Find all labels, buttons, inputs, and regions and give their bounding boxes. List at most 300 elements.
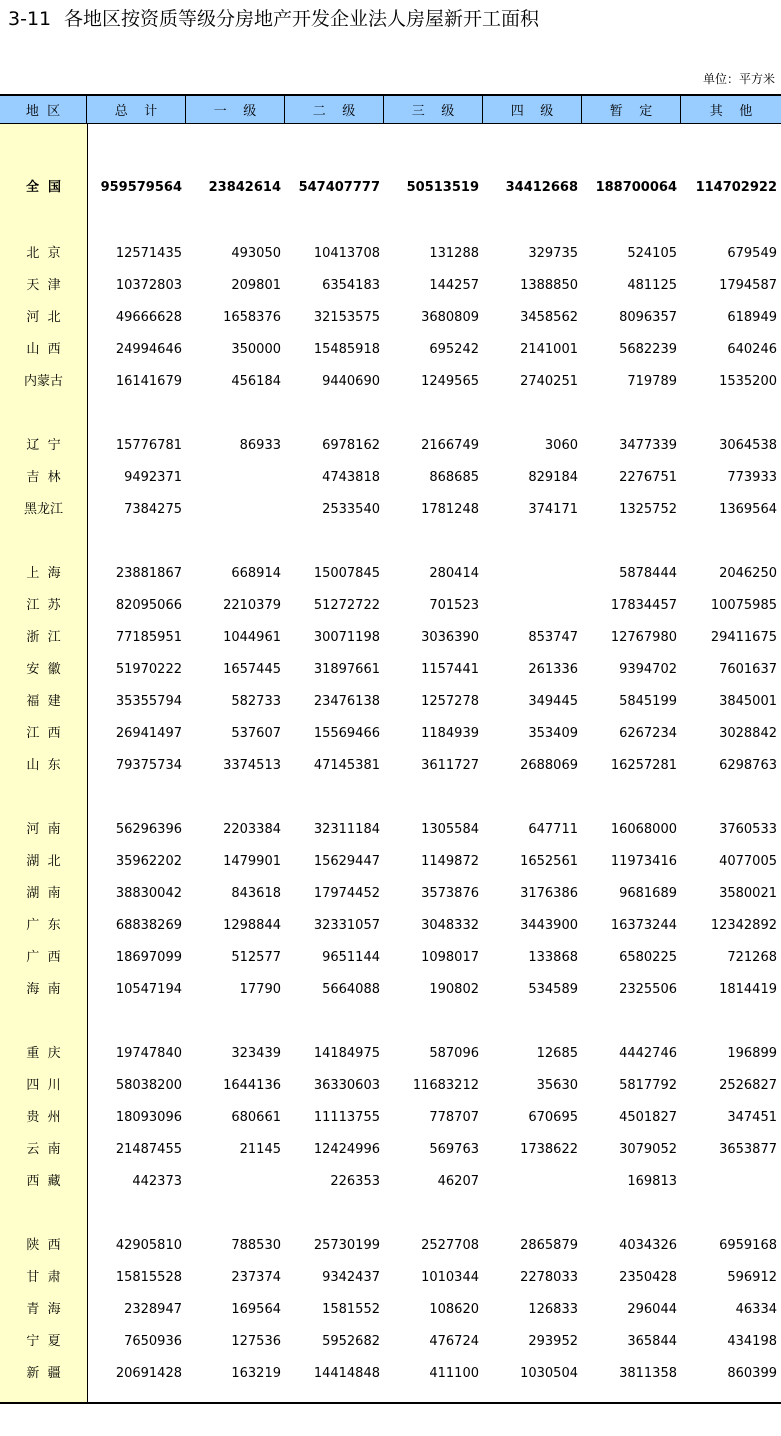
value-cell: 58038200	[115, 1078, 182, 1093]
value-cell: 209801	[231, 278, 281, 293]
value-cell: 3064538	[719, 438, 777, 453]
value-cell: 15776781	[115, 438, 182, 453]
value-cell: 4501827	[619, 1110, 677, 1125]
value-cell: 127536	[231, 1334, 281, 1349]
value-cell: 853747	[528, 630, 578, 645]
value-cell: 38830042	[115, 886, 182, 901]
table-row	[0, 338, 781, 362]
value-cell: 29411675	[710, 630, 777, 645]
value-cell: 11683212	[412, 1078, 479, 1093]
value-cell: 843618	[231, 886, 281, 901]
region-cell: 江 西	[26, 726, 61, 741]
region-cell: 天 津	[26, 278, 61, 293]
value-cell: 9342437	[322, 1270, 380, 1285]
value-cell: 293952	[528, 1334, 578, 1349]
value-cell: 2526827	[719, 1078, 777, 1093]
value-cell: 18697099	[115, 950, 182, 965]
value-cell: 1010344	[421, 1270, 479, 1285]
value-cell: 1652561	[520, 854, 578, 869]
value-cell: 77185951	[115, 630, 182, 645]
table-row	[0, 914, 781, 938]
value-cell: 3811358	[619, 1366, 677, 1381]
value-cell: 9492371	[124, 470, 182, 485]
table-header	[0, 94, 781, 124]
value-cell: 35355794	[115, 694, 182, 709]
value-cell: 1298844	[223, 918, 281, 933]
value-cell: 3443900	[520, 918, 578, 933]
value-cell: 7650936	[124, 1334, 182, 1349]
value-cell: 15629447	[313, 854, 380, 869]
header-cell: 其 他	[709, 104, 753, 119]
value-cell: 16068000	[610, 822, 677, 837]
value-cell: 280414	[429, 566, 479, 581]
value-cell: 1249565	[421, 374, 479, 389]
value-cell: 3060	[544, 438, 578, 453]
value-cell: 17790	[239, 982, 281, 997]
region-cell: 江 苏	[26, 598, 61, 613]
table-row	[0, 690, 781, 714]
value-cell: 3028842	[719, 726, 777, 741]
value-cell: 680661	[231, 1110, 281, 1125]
value-cell: 12685	[536, 1046, 578, 1061]
value-cell: 23881867	[115, 566, 182, 581]
value-cell: 524105	[627, 246, 677, 261]
value-cell: 481125	[627, 278, 677, 293]
value-cell: 32311184	[313, 822, 380, 837]
table-row	[0, 1298, 781, 1322]
table-row	[0, 882, 781, 906]
value-cell: 537607	[231, 726, 281, 741]
region-cell: 福 建	[26, 694, 61, 709]
value-cell: 9651144	[322, 950, 380, 965]
value-cell: 1814419	[719, 982, 777, 997]
value-cell: 51970222	[115, 662, 182, 677]
table-row	[0, 1362, 781, 1386]
value-cell: 3374513	[223, 758, 281, 773]
value-cell: 7384275	[124, 502, 182, 517]
value-cell: 31897661	[313, 662, 380, 677]
region-cell: 安 徽	[26, 662, 61, 677]
region-cell: 浙 江	[26, 630, 61, 645]
value-cell: 15815528	[115, 1270, 182, 1285]
value-cell: 24994646	[115, 342, 182, 357]
value-cell: 5817792	[619, 1078, 677, 1093]
value-cell: 1581552	[322, 1302, 380, 1317]
value-cell: 12424996	[313, 1142, 380, 1157]
value-cell: 434198	[727, 1334, 777, 1349]
region-cell: 云 南	[26, 1142, 61, 1157]
value-cell: 47145381	[313, 758, 380, 773]
value-cell: 79375734	[115, 758, 182, 773]
value-cell: 695242	[429, 342, 479, 357]
table-row	[0, 466, 781, 490]
region-cell: 重 庆	[26, 1046, 61, 1061]
region-cell: 新 疆	[26, 1366, 61, 1381]
value-cell: 1184939	[421, 726, 479, 741]
value-cell: 114702922	[695, 180, 777, 195]
value-cell: 17834457	[610, 598, 677, 613]
value-cell: 12571435	[115, 246, 182, 261]
value-cell: 6354183	[322, 278, 380, 293]
table-row	[0, 434, 781, 458]
region-cell: 贵 州	[26, 1110, 61, 1125]
value-cell: 3036390	[421, 630, 479, 645]
value-cell: 582733	[231, 694, 281, 709]
region-cell: 河 北	[26, 310, 61, 325]
value-cell: 4034326	[619, 1238, 677, 1253]
value-cell: 4743818	[322, 470, 380, 485]
value-cell: 169813	[627, 1174, 677, 1189]
header-cell: 地 区	[0, 96, 87, 123]
value-cell: 35630	[536, 1078, 578, 1093]
value-cell: 534589	[528, 982, 578, 997]
value-cell: 721268	[727, 950, 777, 965]
value-cell: 2328947	[124, 1302, 182, 1317]
value-cell: 2325506	[619, 982, 677, 997]
value-cell: 12342892	[710, 918, 777, 933]
value-cell: 14414848	[313, 1366, 380, 1381]
table-row	[0, 1074, 781, 1098]
value-cell: 329735	[528, 246, 578, 261]
value-cell: 34412668	[505, 180, 578, 195]
header-cell: 三 级	[384, 96, 483, 123]
value-cell: 3458562	[520, 310, 578, 325]
value-cell: 16141679	[115, 374, 182, 389]
table-row	[0, 370, 781, 394]
value-cell: 829184	[528, 470, 578, 485]
value-cell: 2166749	[421, 438, 479, 453]
value-cell: 108620	[429, 1302, 479, 1317]
page-title	[8, 4, 539, 34]
value-cell: 2527708	[421, 1238, 479, 1253]
value-cell: 23476138	[313, 694, 380, 709]
value-cell: 196899	[727, 1046, 777, 1061]
value-cell: 131288	[429, 246, 479, 261]
value-cell: 1738622	[520, 1142, 578, 1157]
value-cell: 10413708	[313, 246, 380, 261]
value-cell: 788530	[231, 1238, 281, 1253]
value-cell: 5664088	[322, 982, 380, 997]
header-cell: 一 级	[186, 96, 285, 123]
value-cell: 670695	[528, 1110, 578, 1125]
value-cell: 8096357	[619, 310, 677, 325]
value-cell: 2276751	[619, 470, 677, 485]
value-cell: 50513519	[406, 180, 479, 195]
data-table	[0, 94, 781, 1404]
value-cell: 36330603	[313, 1078, 380, 1093]
value-cell: 587096	[429, 1046, 479, 1061]
value-cell: 14184975	[313, 1046, 380, 1061]
value-cell: 2278033	[520, 1270, 578, 1285]
value-cell: 133868	[528, 950, 578, 965]
value-cell: 226353	[330, 1174, 380, 1189]
value-cell: 1044961	[223, 630, 281, 645]
value-cell: 2740251	[520, 374, 578, 389]
region-cell: 湖 北	[26, 854, 61, 869]
value-cell: 719789	[627, 374, 677, 389]
value-cell: 51272722	[313, 598, 380, 613]
value-cell: 512577	[231, 950, 281, 965]
region-cell: 辽 宁	[26, 438, 61, 453]
region-cell: 黑龙江	[23, 502, 63, 517]
value-cell: 56296396	[115, 822, 182, 837]
region-cell: 宁 夏	[26, 1334, 61, 1349]
value-cell: 640246	[727, 342, 777, 357]
value-cell: 296044	[627, 1302, 677, 1317]
value-cell: 1149872	[421, 854, 479, 869]
region-cell: 四 川	[26, 1078, 61, 1093]
value-cell: 773933	[727, 470, 777, 485]
value-cell: 86933	[239, 438, 281, 453]
region-cell: 吉 林	[26, 470, 61, 485]
value-cell: 6580225	[619, 950, 677, 965]
region-cell: 青 海	[26, 1302, 61, 1317]
table-row	[0, 1042, 781, 1066]
value-cell: 10372803	[115, 278, 182, 293]
value-cell: 11973416	[610, 854, 677, 869]
value-cell: 5845199	[619, 694, 677, 709]
table-row	[0, 176, 781, 200]
value-cell: 596912	[727, 1270, 777, 1285]
value-cell: 374171	[528, 502, 578, 517]
header-cell: 二 级	[285, 96, 384, 123]
value-cell: 1030504	[520, 1366, 578, 1381]
value-cell: 6298763	[719, 758, 777, 773]
value-cell: 4442746	[619, 1046, 677, 1061]
value-cell: 17974452	[313, 886, 380, 901]
value-cell: 2210379	[223, 598, 281, 613]
value-cell	[681, 1170, 781, 1194]
table-row	[0, 498, 781, 522]
table-row	[0, 978, 781, 1002]
value-cell: 10547194	[115, 982, 182, 997]
value-cell: 163219	[231, 1366, 281, 1381]
value-cell	[483, 1170, 582, 1194]
value-cell	[186, 498, 285, 522]
value-cell: 3680809	[421, 310, 479, 325]
table-row	[0, 1330, 781, 1354]
region-cell: 山 东	[26, 758, 61, 773]
value-cell: 82095066	[115, 598, 182, 613]
region-cell: 全 国	[25, 180, 62, 195]
value-cell: 32153575	[313, 310, 380, 325]
value-cell: 959579564	[100, 180, 182, 195]
table-row	[0, 1170, 781, 1194]
region-cell: 北 京	[26, 246, 61, 261]
region-cell: 内蒙古	[23, 374, 63, 389]
table-row	[0, 850, 781, 874]
value-cell: 2203384	[223, 822, 281, 837]
value-cell: 3176386	[520, 886, 578, 901]
table-row	[0, 754, 781, 778]
table-row	[0, 946, 781, 970]
value-cell: 2533540	[322, 502, 380, 517]
value-cell: 3079052	[619, 1142, 677, 1157]
header-cell: 总 计	[87, 96, 186, 123]
value-cell: 9440690	[322, 374, 380, 389]
value-cell: 569763	[429, 1142, 479, 1157]
region-cell: 湖 南	[26, 886, 61, 901]
value-cell: 618949	[727, 310, 777, 325]
value-cell: 2865879	[520, 1238, 578, 1253]
value-cell: 1257278	[421, 694, 479, 709]
value-cell: 18093096	[115, 1110, 182, 1125]
value-cell: 3580021	[719, 886, 777, 901]
value-cell: 1305584	[421, 822, 479, 837]
region-cell: 甘 肃	[26, 1270, 61, 1285]
value-cell: 23842614	[208, 180, 281, 195]
value-cell: 68838269	[115, 918, 182, 933]
value-cell: 6978162	[322, 438, 380, 453]
value-cell: 3573876	[421, 886, 479, 901]
value-cell: 237374	[231, 1270, 281, 1285]
value-cell: 11113755	[313, 1110, 380, 1125]
value-cell: 1369564	[719, 502, 777, 517]
value-cell: 860399	[727, 1366, 777, 1381]
value-cell: 476724	[429, 1334, 479, 1349]
value-cell: 5952682	[322, 1334, 380, 1349]
unit-label: 单位：平方米	[702, 72, 775, 86]
value-cell: 126833	[528, 1302, 578, 1317]
table-row	[0, 242, 781, 266]
value-cell: 1535200	[719, 374, 777, 389]
value-cell: 347451	[727, 1110, 777, 1125]
value-cell: 2046250	[719, 566, 777, 581]
table-row	[0, 818, 781, 842]
value-cell: 3477339	[619, 438, 677, 453]
value-cell: 350000	[231, 342, 281, 357]
value-cell: 42905810	[115, 1238, 182, 1253]
table-row	[0, 1266, 781, 1290]
value-cell: 6267234	[619, 726, 677, 741]
value-cell: 2141001	[520, 342, 578, 357]
region-cell: 山 西	[26, 342, 61, 357]
value-cell: 1658376	[223, 310, 281, 325]
table-row	[0, 594, 781, 618]
value-cell: 5878444	[619, 566, 677, 581]
value-cell: 3760533	[719, 822, 777, 837]
value-cell: 46334	[735, 1302, 777, 1317]
value-cell: 16373244	[610, 918, 677, 933]
table-row	[0, 1138, 781, 1162]
region-cell: 陕 西	[26, 1238, 61, 1253]
table-row	[0, 562, 781, 586]
value-cell: 1644136	[223, 1078, 281, 1093]
table-row	[0, 1234, 781, 1258]
value-cell: 21487455	[115, 1142, 182, 1157]
region-cell: 广 西	[26, 950, 61, 965]
value-cell: 15569466	[313, 726, 380, 741]
value-cell: 1325752	[619, 502, 677, 517]
value-cell: 3653877	[719, 1142, 777, 1157]
value-cell: 6959168	[719, 1238, 777, 1253]
value-cell: 456184	[231, 374, 281, 389]
header-cell: 暂 定	[582, 96, 681, 123]
value-cell: 3048332	[421, 918, 479, 933]
value-cell: 12767980	[610, 630, 677, 645]
value-cell	[186, 1170, 285, 1194]
value-cell: 9681689	[619, 886, 677, 901]
table-row	[0, 658, 781, 682]
value-cell: 1388850	[520, 278, 578, 293]
value-cell: 679549	[727, 246, 777, 261]
table-row	[0, 626, 781, 650]
value-cell: 701523	[429, 598, 479, 613]
table-row	[0, 306, 781, 330]
value-cell	[483, 562, 582, 586]
value-cell: 10075985	[710, 598, 777, 613]
value-cell: 2350428	[619, 1270, 677, 1285]
value-cell: 261336	[528, 662, 578, 677]
value-cell: 26941497	[115, 726, 182, 741]
value-cell: 411100	[429, 1366, 479, 1381]
value-cell: 32331057	[313, 918, 380, 933]
value-cell: 1781248	[421, 502, 479, 517]
value-cell: 190802	[429, 982, 479, 997]
region-cell: 上 海	[26, 566, 61, 581]
table-row	[0, 274, 781, 298]
value-cell: 1794587	[719, 278, 777, 293]
value-cell: 144257	[429, 278, 479, 293]
region-cell: 海 南	[26, 982, 61, 997]
value-cell: 365844	[627, 1334, 677, 1349]
value-cell	[483, 594, 582, 618]
value-cell: 9394702	[619, 662, 677, 677]
region-cell: 广 东	[26, 918, 61, 933]
value-cell: 493050	[231, 246, 281, 261]
value-cell: 49666628	[115, 310, 182, 325]
value-cell: 169564	[231, 1302, 281, 1317]
value-cell: 868685	[429, 470, 479, 485]
value-cell: 1479901	[223, 854, 281, 869]
value-cell: 2688069	[520, 758, 578, 773]
value-cell: 1098017	[421, 950, 479, 965]
value-cell: 4077005	[719, 854, 777, 869]
table-title: 各地区按资质等级分房地产开发企业法人房屋新开工面积	[64, 8, 540, 30]
value-cell: 547407777	[298, 180, 380, 195]
table-row	[0, 722, 781, 746]
value-cell: 16257281	[610, 758, 677, 773]
region-cell: 河 南	[26, 822, 61, 837]
table-row	[0, 1106, 781, 1130]
value-cell: 15485918	[313, 342, 380, 357]
value-cell: 1657445	[223, 662, 281, 677]
value-cell: 21145	[239, 1142, 281, 1157]
value-cell: 20691428	[115, 1366, 182, 1381]
value-cell: 7601637	[719, 662, 777, 677]
value-cell: 25730199	[313, 1238, 380, 1253]
value-cell: 668914	[231, 566, 281, 581]
value-cell: 349445	[528, 694, 578, 709]
value-cell: 5682239	[619, 342, 677, 357]
value-cell: 188700064	[595, 180, 677, 195]
value-cell: 1157441	[421, 662, 479, 677]
value-cell: 35962202	[115, 854, 182, 869]
value-cell: 442373	[132, 1174, 182, 1189]
header-cell: 四 级	[483, 96, 582, 123]
value-cell: 647711	[528, 822, 578, 837]
value-cell: 46207	[437, 1174, 479, 1189]
value-cell: 323439	[231, 1046, 281, 1061]
value-cell: 778707	[429, 1110, 479, 1125]
table-number: 3-11	[8, 8, 52, 30]
table-bottom-border	[0, 1402, 781, 1404]
region-cell: 西 藏	[26, 1174, 61, 1189]
value-cell: 19747840	[115, 1046, 182, 1061]
value-cell: 353409	[528, 726, 578, 741]
value-cell	[186, 466, 285, 490]
value-cell: 15007845	[313, 566, 380, 581]
